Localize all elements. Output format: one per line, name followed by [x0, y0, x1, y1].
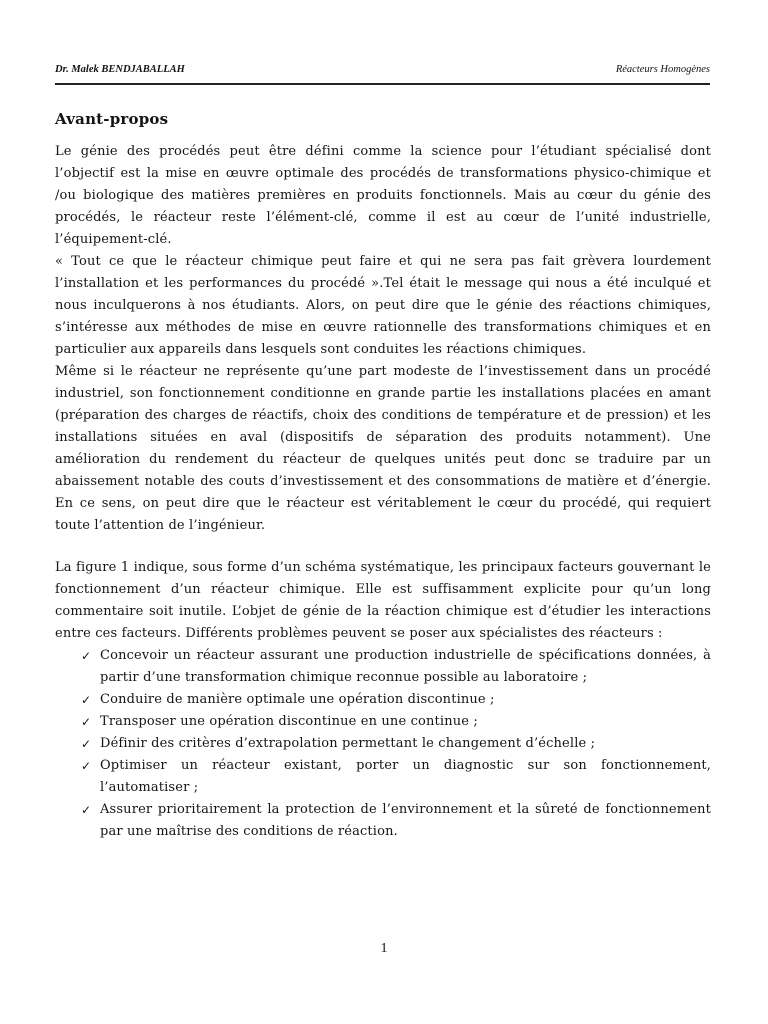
header-course-title: Réacteurs Homogènes	[615, 64, 710, 75]
list-item-text: Concevoir un réacteur assurant une production industrielle de spécifications données, à partir d’une transformation chimique reconnue possible au laboratoire ;	[100, 648, 711, 685]
check-mark-icon: ✓	[81, 803, 92, 817]
list-item	[81, 689, 711, 711]
paragraph-1: Le génie des procédés peut être défini comme la science pour l’étudiant spécialisé dont l’objectif est la mise en œuvre optimale des procédés de transformations physico-chimique et /ou biologique des matières premières en produits fonctionnels. Mais au cœur du génie des procédés, le réacteur reste l’élément-clé, comme il est au cœur de l’unité industrielle, l’équipement-clé.	[55, 144, 711, 247]
header-divider	[55, 83, 710, 85]
document-body	[55, 141, 711, 843]
check-mark-icon: ✓	[81, 737, 92, 751]
check-mark-icon: ✓	[81, 693, 92, 707]
check-mark-icon: ✓	[81, 649, 92, 663]
paragraph-2: « Tout ce que le réacteur chimique peut faire et qui ne sera pas fait grèvera lourdement l’installation et les performances du procédé ».Tel était le message qui nous a été inculqué et nous inculquerons à nos étudiants. Alors, on peut dire que le génie des réactions chimiques, s’intéresse aux méthodes de mise en œuvre rationnelle des transformations chimiques et en particulier aux appareils dans lesquels sont conduites les réactions chimiques.	[55, 254, 711, 357]
header-author: Dr. Malek BENDJABALLAH	[55, 64, 185, 75]
problem-list	[55, 645, 711, 843]
list-item	[81, 755, 711, 799]
list-item	[81, 799, 711, 843]
check-mark-icon: ✓	[81, 715, 92, 729]
paragraph-spacer	[55, 537, 711, 557]
list-item-text: Optimiser un réacteur existant, porter un diagnostic sur son fonctionnement, l’automatiser ;	[100, 758, 711, 795]
check-mark-icon: ✓	[81, 759, 92, 773]
list-item-text: Conduire de manière optimale une opération discontinue ;	[100, 692, 495, 707]
paragraph-4: La figure 1 indique, sous forme d’un schéma systématique, les principaux facteurs gouvernant le fonctionnement d’un réacteur chimique. Elle est suffisamment explicite pour qu’un long commentaire soit inutile. L’objet de génie de la réaction chimique est d’étudier les interactions entre ces facteurs. Différents problèmes peuvent se poser aux spécialistes des réacteurs :	[55, 560, 711, 641]
list-item	[81, 733, 711, 755]
page-number: 1	[380, 941, 388, 956]
list-item-text: Transposer une opération discontinue en une continue ;	[100, 714, 478, 729]
list-item	[81, 645, 711, 689]
paragraph-3: Même si le réacteur ne représente qu’une part modeste de l’investissement dans un procédé industriel, son fonctionnement conditionne en grande partie les installations placées en amant (préparation des charges de réactifs, choix des conditions de température et de pression) et les installations situées en aval (dispositifs de séparation des produits notamment). Une amélioration du rendement du réacteur de quelques unités peut donc se traduire par un abaissement notable des couts d’investissement et des consommations de matière et d’énergie. En ce sens, on peut dire que le réacteur est véritablement le cœur du procédé, qui requiert toute l’attention de l’ingénieur.	[55, 364, 711, 533]
list-item	[81, 711, 711, 733]
list-item-text: Assurer prioritairement la protection de l’environnement et la sûreté de fonctionnement par une maîtrise des conditions de réaction.	[100, 802, 711, 839]
section-title: Avant-propos	[55, 110, 169, 128]
list-item-text: Définir des critères d’extrapolation permettant le changement d’échelle ;	[100, 736, 596, 751]
page-header	[55, 64, 710, 80]
